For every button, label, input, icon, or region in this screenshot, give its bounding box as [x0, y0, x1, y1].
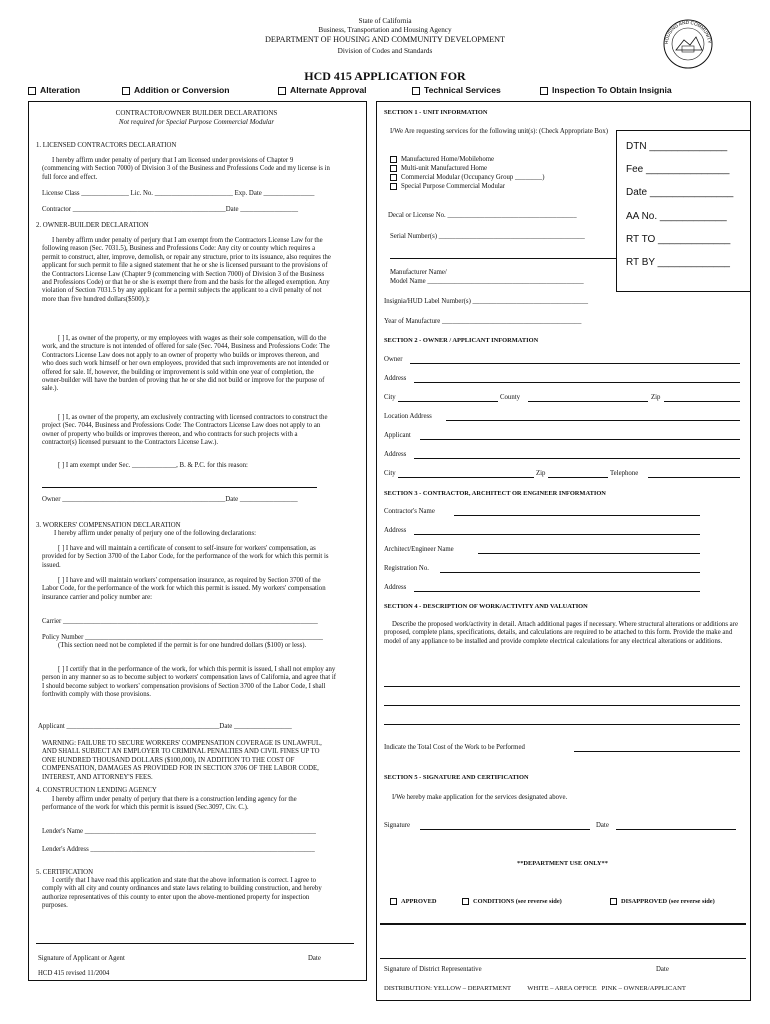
- city-label: City: [384, 394, 396, 401]
- checkbox[interactable]: [278, 87, 286, 95]
- r-s4-text: Describe the proposed work/activity in detail. Attach additional pages if necessary. Where structural alterations or additions are proposed, complete plans, specifications, details, and calculations are required to be attached to this form. Provide the make and model of any appliance to be installed and provide complete electrical calculations for any electrical alterations or additions.: [384, 621, 738, 645]
- r-s5-text: I/We hereby make application for the services designated above.: [392, 794, 568, 801]
- architect-input-line[interactable]: [478, 553, 700, 554]
- location-input-line[interactable]: [446, 420, 740, 421]
- option-alternate-approval[interactable]: Alternate Approval: [278, 85, 367, 95]
- s5-text: I certify that I have read this application and state that the above information is correct. I agree to comply with all city and county ordinances and state laws relating to building construction, and hereby authorize representatives of this county to enter upon the above-mentioned property for inspection purposes.: [42, 877, 322, 910]
- carrier-field[interactable]: Carrier ___________________________________________________________________________: [42, 618, 318, 625]
- total-cost-line[interactable]: [574, 751, 740, 752]
- r-s3-heading: SECTION 3 - CONTRACTOR, ARCHITECT OR ENGINEER INFORMATION: [384, 490, 606, 497]
- s3-heading: 3. WORKERS' COMPENSATION DECLARATION: [36, 522, 181, 529]
- unit-opt-special-purpose[interactable]: Special Purpose Commercial Modular: [390, 183, 505, 191]
- applicant-input-line[interactable]: [420, 439, 740, 440]
- unit-opt-manufactured[interactable]: Manufactured Home/Mobilehome: [390, 156, 494, 164]
- dept-use-heading: **DEPARTMENT USE ONLY**: [517, 860, 608, 867]
- checkbox[interactable]: [390, 174, 397, 181]
- seal-text: HOUSING AND COMMUNITY: [663, 19, 713, 45]
- date-field[interactable]: Date _______________: [626, 187, 734, 198]
- checkbox[interactable]: [610, 898, 617, 905]
- contractor-name-line[interactable]: [454, 515, 700, 516]
- aa-no-field[interactable]: AA No. ____________: [626, 211, 727, 222]
- telephone-label: Telephone: [610, 470, 639, 477]
- hcd-seal-icon: [662, 18, 714, 70]
- s1-text: I hereby affirm under penalty of perjury that I am licensed under provisions of Chapter 9 (commencing with Section 7000) of Division 3 of the Business and Professions Code and my license is in full force and effect.: [42, 157, 330, 181]
- header-division: Division of Codes and Standards: [337, 47, 433, 55]
- zip-input-line[interactable]: [664, 401, 740, 402]
- telephone-input-line[interactable]: [648, 477, 740, 478]
- address-input-line[interactable]: [414, 382, 740, 383]
- dtn-field[interactable]: DTN ______________: [626, 141, 728, 152]
- header-state: State of California: [358, 17, 412, 25]
- header-agency: Business, Transportation and Housing Agency: [318, 26, 452, 34]
- architect-address-label: Address: [384, 584, 407, 591]
- contractor-name-label: Contractor's Name: [384, 508, 435, 515]
- exempt-reason-line[interactable]: [42, 487, 317, 488]
- s4-heading: 4. CONSTRUCTION LENDING AGENCY: [36, 787, 157, 794]
- checkbox[interactable]: [390, 183, 397, 190]
- location-label: Location Address: [384, 413, 432, 420]
- s4-text: I hereby affirm under penalty of perjury that there is a construction lending agency for the performance of the work for which this permit is issued (Sec.3097, Civ. C.).: [42, 796, 297, 812]
- s3-option-self-insure[interactable]: [ ] I have and will maintain a certificate of consent to self-insure for workers' compensation, as provided for by Section 3700 of the Labor Code, for the performance of the work for which this permit is issued.: [42, 545, 329, 569]
- city-input-line[interactable]: [398, 401, 498, 402]
- option-alteration[interactable]: Alteration: [28, 85, 80, 95]
- registration-input-line[interactable]: [440, 572, 700, 573]
- r-s1-intro: I/We Are requesting services for the following unit(s): (Check Appropriate Box): [390, 128, 609, 135]
- county-input-line[interactable]: [528, 401, 648, 402]
- fee-field[interactable]: Fee _______________: [626, 164, 730, 175]
- applicant-zip-label: Zip: [536, 470, 546, 477]
- r-signature-label: Signature: [384, 822, 411, 829]
- total-cost-label: Indicate the Total Cost of the Work to be Performed: [384, 744, 525, 751]
- r-s2-heading: SECTION 2 - OWNER / APPLICANT INFORMATION: [384, 337, 539, 344]
- s2-option-licensed-contractors[interactable]: [ ] I, as owner of the property, am exclusively contracting with licensed contractors to construct the project (Sec. 7044, Business and Professions Code: The Contractors License Law does not apply to an owner of property who builds or improves thereon, and who contracts for such projects with a contractor(s) licensed pursuant to the Contractors License Law.).: [42, 414, 328, 447]
- district-signature-label: Signature of District Representative: [384, 966, 482, 973]
- applicant-label: Applicant: [384, 432, 411, 439]
- description-line-3[interactable]: [384, 724, 740, 725]
- decal-field[interactable]: Decal or License No. ______________________________________: [388, 212, 577, 219]
- rt-by-field[interactable]: RT BY _____________: [626, 257, 730, 268]
- unit-opt-commercial[interactable]: Commercial Modular (Occupancy Group ________): [390, 174, 544, 182]
- s3-option-no-employees[interactable]: [ ] I certify that in the performance of the work, for which this permit is issued, I shall not employ any person in any manner so as to become subject to workers' compensation laws of California, and agree that if I should become subject to workers' compensation provisions of Section 3700 of the Labor Code, I shall forthwith comply with those provisions.: [42, 666, 336, 699]
- checkbox[interactable]: [540, 87, 548, 95]
- county-label: County: [500, 394, 521, 401]
- applicant-signature-line[interactable]: [36, 943, 354, 944]
- owner-field[interactable]: Owner ________________________________________________Date _________________: [42, 496, 298, 503]
- declarations-title: CONTRACTOR/OWNER BUILDER DECLARATIONS: [115, 109, 278, 117]
- applicant-address-label: Address: [384, 451, 407, 458]
- conditions-option[interactable]: CONDITIONS (see reverse side): [462, 898, 562, 906]
- manufacturer-label: Manufacturer Name/: [390, 269, 447, 276]
- form-revision: HCD 415 revised 11/2004: [38, 970, 110, 977]
- rt-to-field[interactable]: RT TO _____________: [626, 234, 731, 245]
- model-field[interactable]: Model Name ______________________________________________: [390, 278, 584, 285]
- description-line-2[interactable]: [384, 705, 740, 706]
- distribution-note: DISTRIBUTION: YELLOW – DEPARTMENT WHITE – AREA OFFICE PINK – OWNER/APPLICANT: [384, 985, 686, 992]
- s2-text: I hereby affirm under penalty of perjury that I am exempt from the Contractors License Law for the following reason (Sec. 7031.5), Business and Professions Code: Any city or county which requires a permit to construct, alter, improve, demolish, or repair any structure, prior to its issuance, also requires the applicant for such permit to file a signed statement that he or she is licensed pursuant to the provisions of the Contractors License Law (Chapter 9 (commencing with Section 7000) of Division 3 of the Business and Professions Code) or that he or she is exempt there from and the basis for the alleged exemption. Any violation of Section 7031.5 by any applicant for a permit subjects the applicant to a civil penalty of not more than five hundred dollars($500).):: [42, 237, 331, 303]
- architect-address-line[interactable]: [414, 591, 700, 592]
- option-inspection[interactable]: Inspection To Obtain Insignia: [540, 85, 672, 95]
- s3-option-insurance[interactable]: [ ] I have and will maintain workers' compensation insurance, as required by Section 3700 of the Labor Code, for the performance of the work for which this permit is issued. My workers' compensation insurance carrier and policy number are:: [42, 577, 326, 601]
- s2-heading: 2. OWNER-BUILDER DECLARATION: [36, 222, 149, 229]
- applicant-city-line[interactable]: [398, 477, 534, 478]
- architect-label: Architect/Engineer Name: [384, 546, 454, 553]
- declarations-subtitle: Not required for Special Purpose Commercial Modular: [118, 118, 275, 126]
- serial-line-2[interactable]: [390, 258, 616, 259]
- separator-line: [380, 923, 746, 925]
- r-date-label: Date: [596, 822, 609, 829]
- signature-label: Signature of Applicant or Agent: [38, 955, 125, 962]
- disapproved-option[interactable]: DISAPPROVED (see reverse side): [610, 898, 715, 906]
- contractor-address-line[interactable]: [414, 534, 700, 535]
- insignia-field[interactable]: Insignia/HUD Label Number(s) __________________________________: [384, 298, 589, 305]
- contractor-address-label: Address: [384, 527, 407, 534]
- s1-heading: 1. LICENSED CONTRACTORS DECLARATION: [36, 142, 177, 149]
- registration-label: Registration No.: [384, 565, 429, 572]
- owner-label: Owner: [384, 356, 403, 363]
- district-signature-line[interactable]: [380, 958, 746, 959]
- s3-intro: I hereby affirm under penalty of perjury one of the following declarations:: [54, 530, 257, 537]
- applicant-address-line[interactable]: [414, 458, 740, 459]
- license-class-field[interactable]: License Class ______________ Lic. No. _______________________ Exp. Date _______________: [42, 190, 315, 197]
- checkbox[interactable]: [462, 898, 469, 905]
- checkbox[interactable]: [122, 87, 130, 95]
- checkbox[interactable]: [28, 87, 36, 95]
- policy-number-field[interactable]: Policy Number ______________________________________________________________________: [42, 634, 323, 641]
- r-signature-line[interactable]: [420, 829, 590, 830]
- checkbox[interactable]: [390, 156, 397, 163]
- form-title: HCD 415 APPLICATION FOR: [304, 69, 466, 83]
- s2-option-exempt[interactable]: [ ] I am exempt under Sec. _____________, B. & P.C. for this reason:: [58, 462, 248, 469]
- s5-heading: 5. CERTIFICATION: [36, 869, 93, 876]
- warning-text: WARNING: FAILURE TO SECURE WORKERS' COMPENSATION COVERAGE IS UNLAWFUL, AND SHALL SUBJECT AN EMPLOYER TO CRIMINAL PENALTIES AND CIVIL FINES UP TO ONE HUNDRED THOUSAND DOLLARS ($100,000), IN ADDITION TO THE COST OF COMPENSATION, DAMAGES AS PROVIDED FOR IN SECTION 3706 OF THE LABOR CODE, INTEREST, AND ATTORNEY'S FEES.: [42, 740, 322, 781]
- checkbox[interactable]: [390, 898, 397, 905]
- checkbox[interactable]: [412, 87, 420, 95]
- lender-name-field[interactable]: Lender's Name ____________________________________________________________________: [42, 828, 316, 835]
- zip-label: Zip: [651, 394, 661, 401]
- option-technical-services[interactable]: Technical Services: [412, 85, 501, 95]
- r-s1-heading: SECTION 1 - UNIT INFORMATION: [384, 109, 488, 116]
- unit-opt-multi-unit[interactable]: Multi-unit Manufactured Home: [390, 165, 487, 173]
- r-s4-heading: SECTION 4 - DESCRIPTION OF WORK/ACTIVITY AND VALUATION: [384, 603, 588, 610]
- svg-text:HOUSING AND COMMUNITY DEVELOPM: [662, 18, 712, 44]
- applicant-city-label: City: [384, 470, 396, 477]
- lender-address-field[interactable]: Lender's Address __________________________________________________________________: [42, 846, 315, 853]
- applicant-field[interactable]: Applicant _____________________________________________Date _________________: [38, 723, 292, 730]
- serial-field[interactable]: Serial Number(s) ___________________________________________: [390, 233, 585, 240]
- option-addition[interactable]: Addition or Conversion: [122, 85, 229, 95]
- r-s5-heading: SECTION 5 - SIGNATURE AND CERTIFICATION: [384, 774, 529, 781]
- s2-option-owner-builder[interactable]: [ ] I, as owner of the property, or my employees with wages as their sole compensation, will do the work, and the structure is not intended of offered for sale (Sec. 7044, Business and Professions Code: The Contractors License Law does not apply to an owner of property who builds or improves thereon, and who does such work himself or her own employees, provided that such improvements are not intended or offered for sale. If, however, the building or improvement is sold within one year of completion, the owner-builder will have the burden of proving that he or she did not build or improve for the purpose of sale.).: [42, 335, 330, 393]
- signature-date-label: Date: [308, 955, 321, 962]
- checkbox[interactable]: [390, 165, 397, 172]
- year-field[interactable]: Year of Manufacture _________________________________________: [384, 318, 582, 325]
- description-line-1[interactable]: [384, 686, 740, 687]
- contractor-field[interactable]: Contractor _____________________________________________Date _________________: [42, 206, 298, 213]
- header-department: DEPARTMENT OF HOUSING AND COMMUNITY DEVELOPMENT: [264, 35, 506, 44]
- r-date-line[interactable]: [616, 829, 736, 830]
- policy-note: (This section need not be completed if the permit is for one hundred dollars ($100) or less).: [58, 642, 307, 649]
- district-date-label: Date: [656, 966, 669, 973]
- applicant-zip-line[interactable]: [548, 477, 608, 478]
- owner-input-line[interactable]: [410, 363, 740, 364]
- address-label: Address: [384, 375, 407, 382]
- approved-option[interactable]: APPROVED: [390, 898, 437, 906]
